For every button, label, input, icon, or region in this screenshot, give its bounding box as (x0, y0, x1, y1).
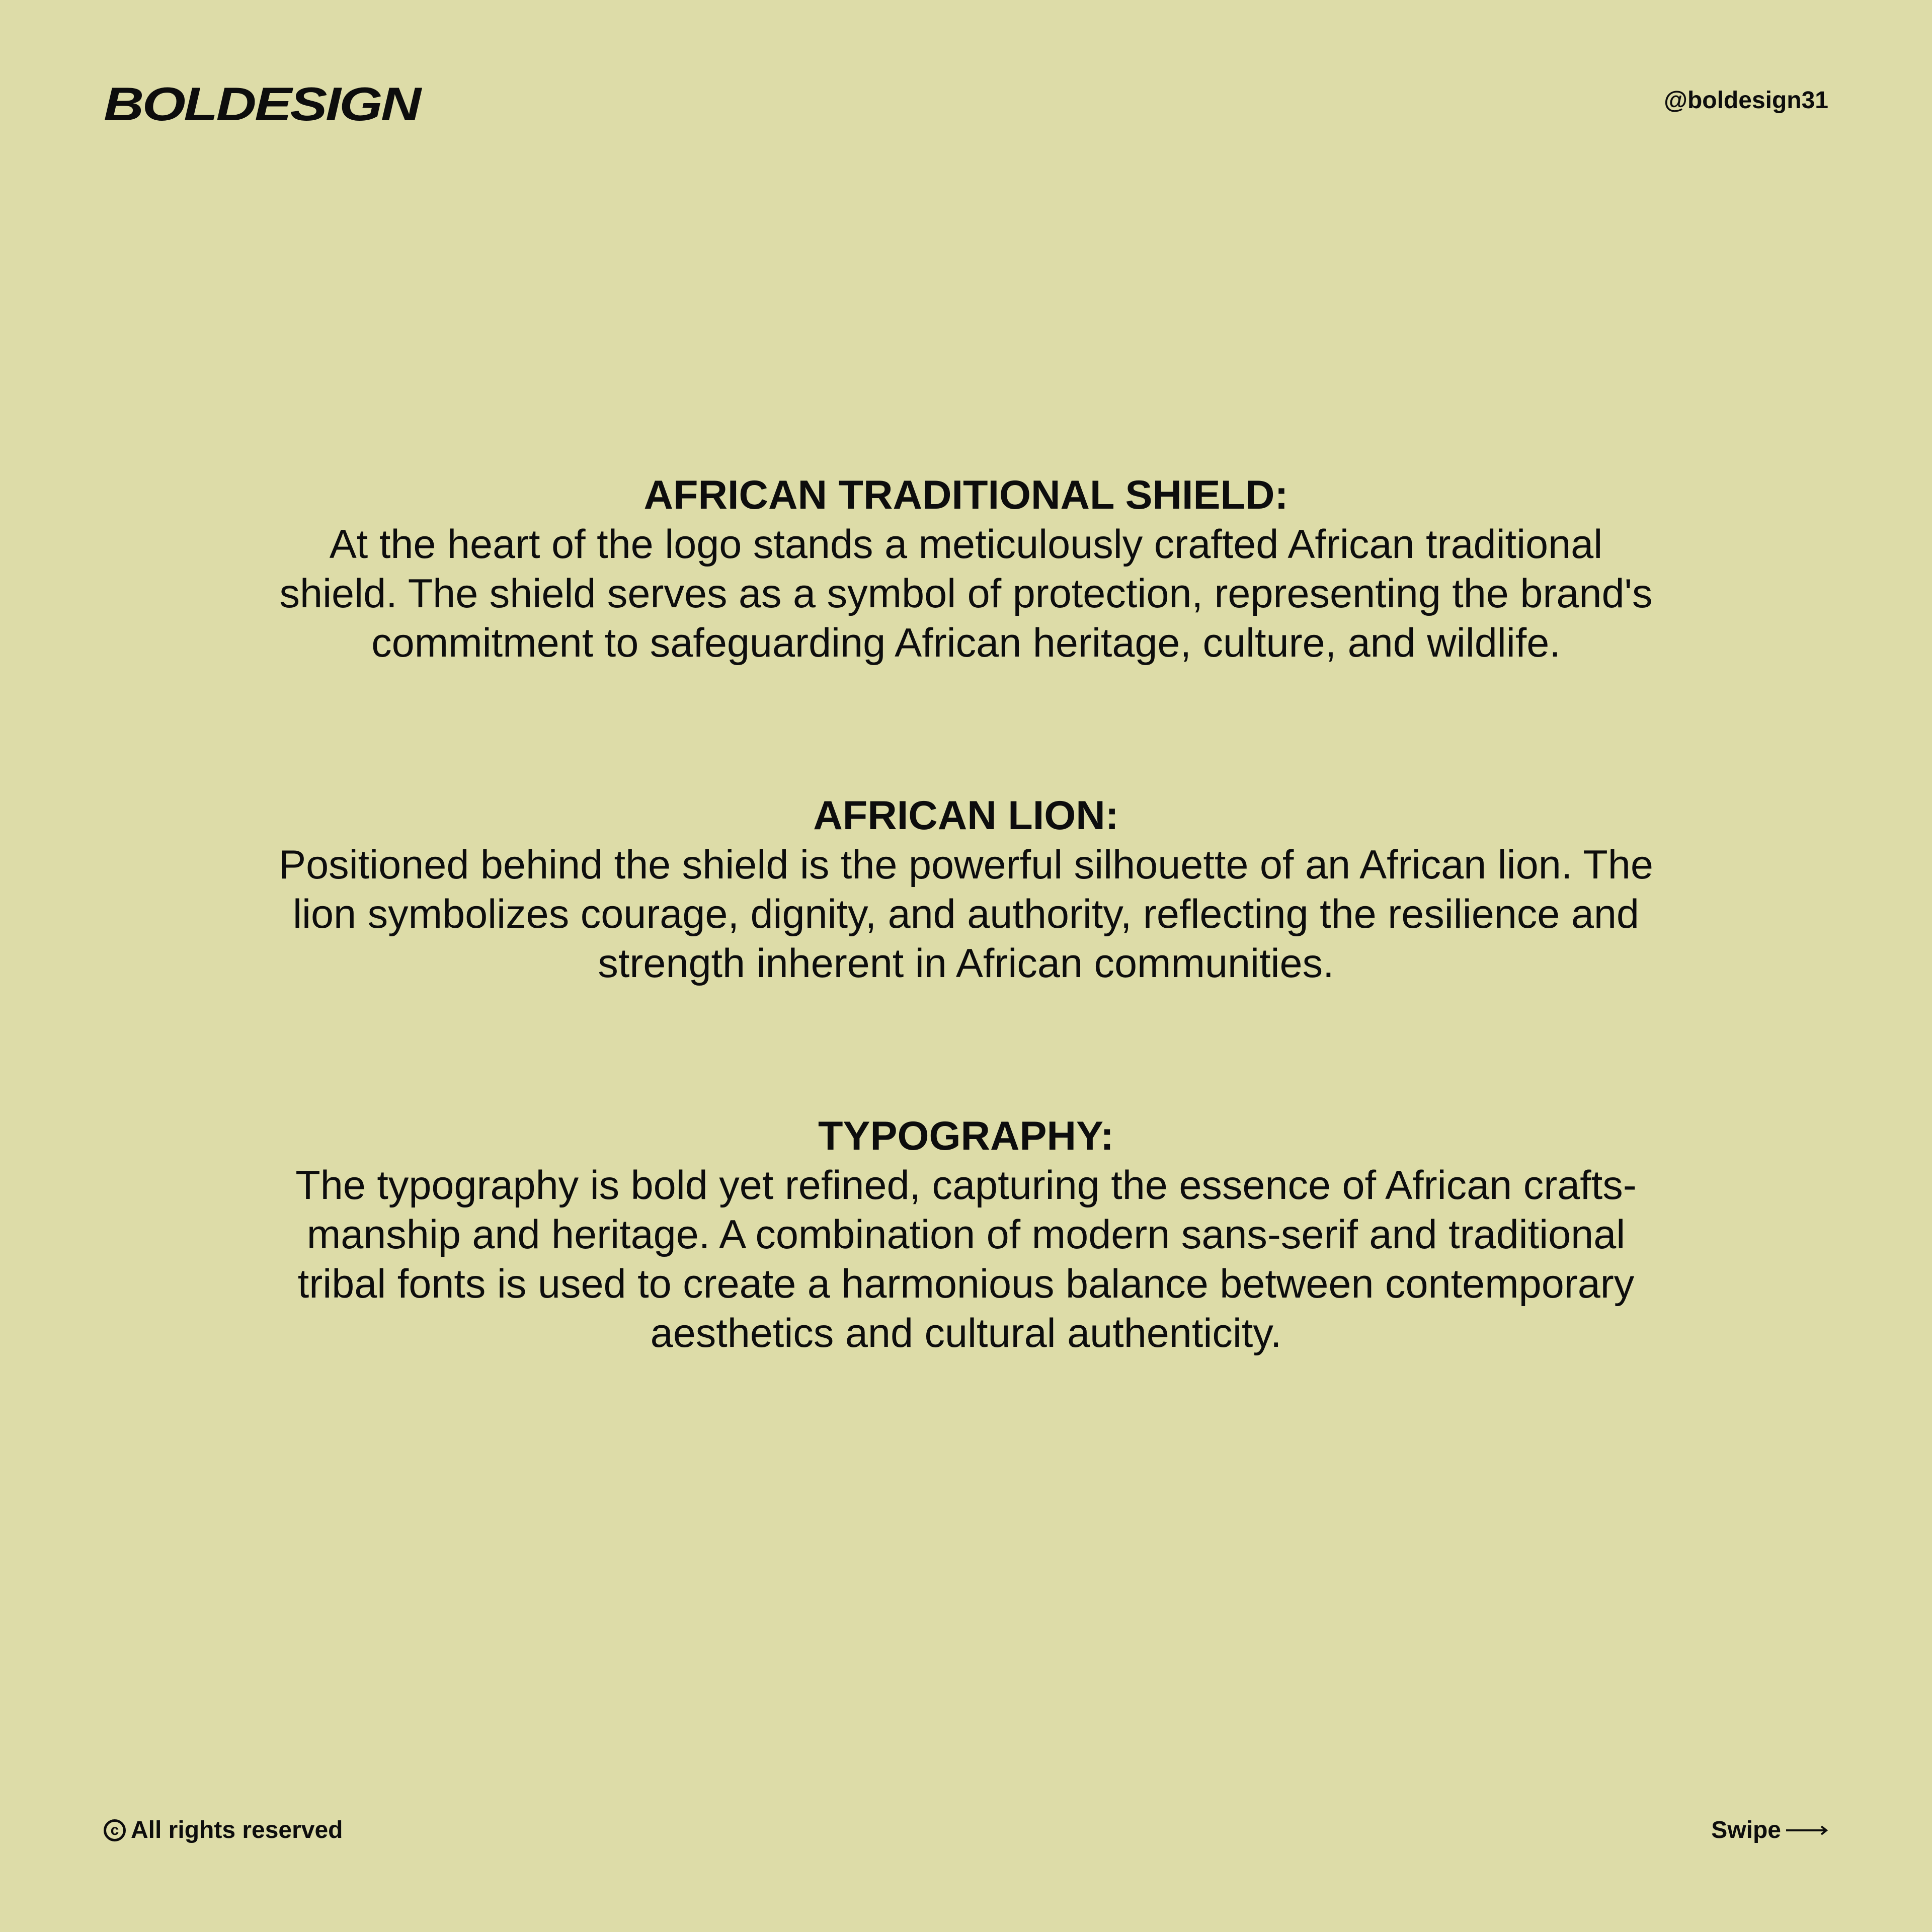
copyright-icon: c (104, 1819, 126, 1841)
main-content (252, 470, 1680, 1358)
section-title: TYPOGRAPHY: (818, 1113, 1114, 1159)
section-lion (252, 791, 1680, 988)
brand-logo: BOLDESIGN (104, 77, 420, 130)
section-typography (252, 1111, 1680, 1358)
section-body: The typography is bold yet refined, capturing the essence of African crafts-manship and heritage. A combination of modern sans-serif and traditional tribal fonts is used to create a harmonious balance between contemporary aesthetics and cultural authenticity. (295, 1163, 1637, 1356)
swipe-hint[interactable] (1711, 1816, 1828, 1844)
arrow-right-icon (1786, 1825, 1828, 1835)
swipe-label: Swipe (1711, 1817, 1781, 1843)
section-title: AFRICAN LION: (813, 793, 1119, 838)
section-body: At the heart of the logo stands a meticulously crafted African traditional shield. The shield serves as a symbol of protection, representing the brand's commitment to safeguarding African heritage, culture, and wildlife. (279, 522, 1653, 666)
section-title: AFRICAN TRADITIONAL SHIELD: (643, 472, 1289, 518)
section-shield (252, 470, 1680, 668)
copyright-text: All rights reserved (131, 1817, 343, 1843)
section-body: Positioned behind the shield is the powerful silhouette of an African lion. The lion symbolizes courage, dignity, and authority, reflecting the resilience and strength inherent in African communities. (279, 842, 1653, 986)
copyright-notice (104, 1816, 343, 1844)
social-handle: @boldesign31 (1664, 87, 1828, 114)
